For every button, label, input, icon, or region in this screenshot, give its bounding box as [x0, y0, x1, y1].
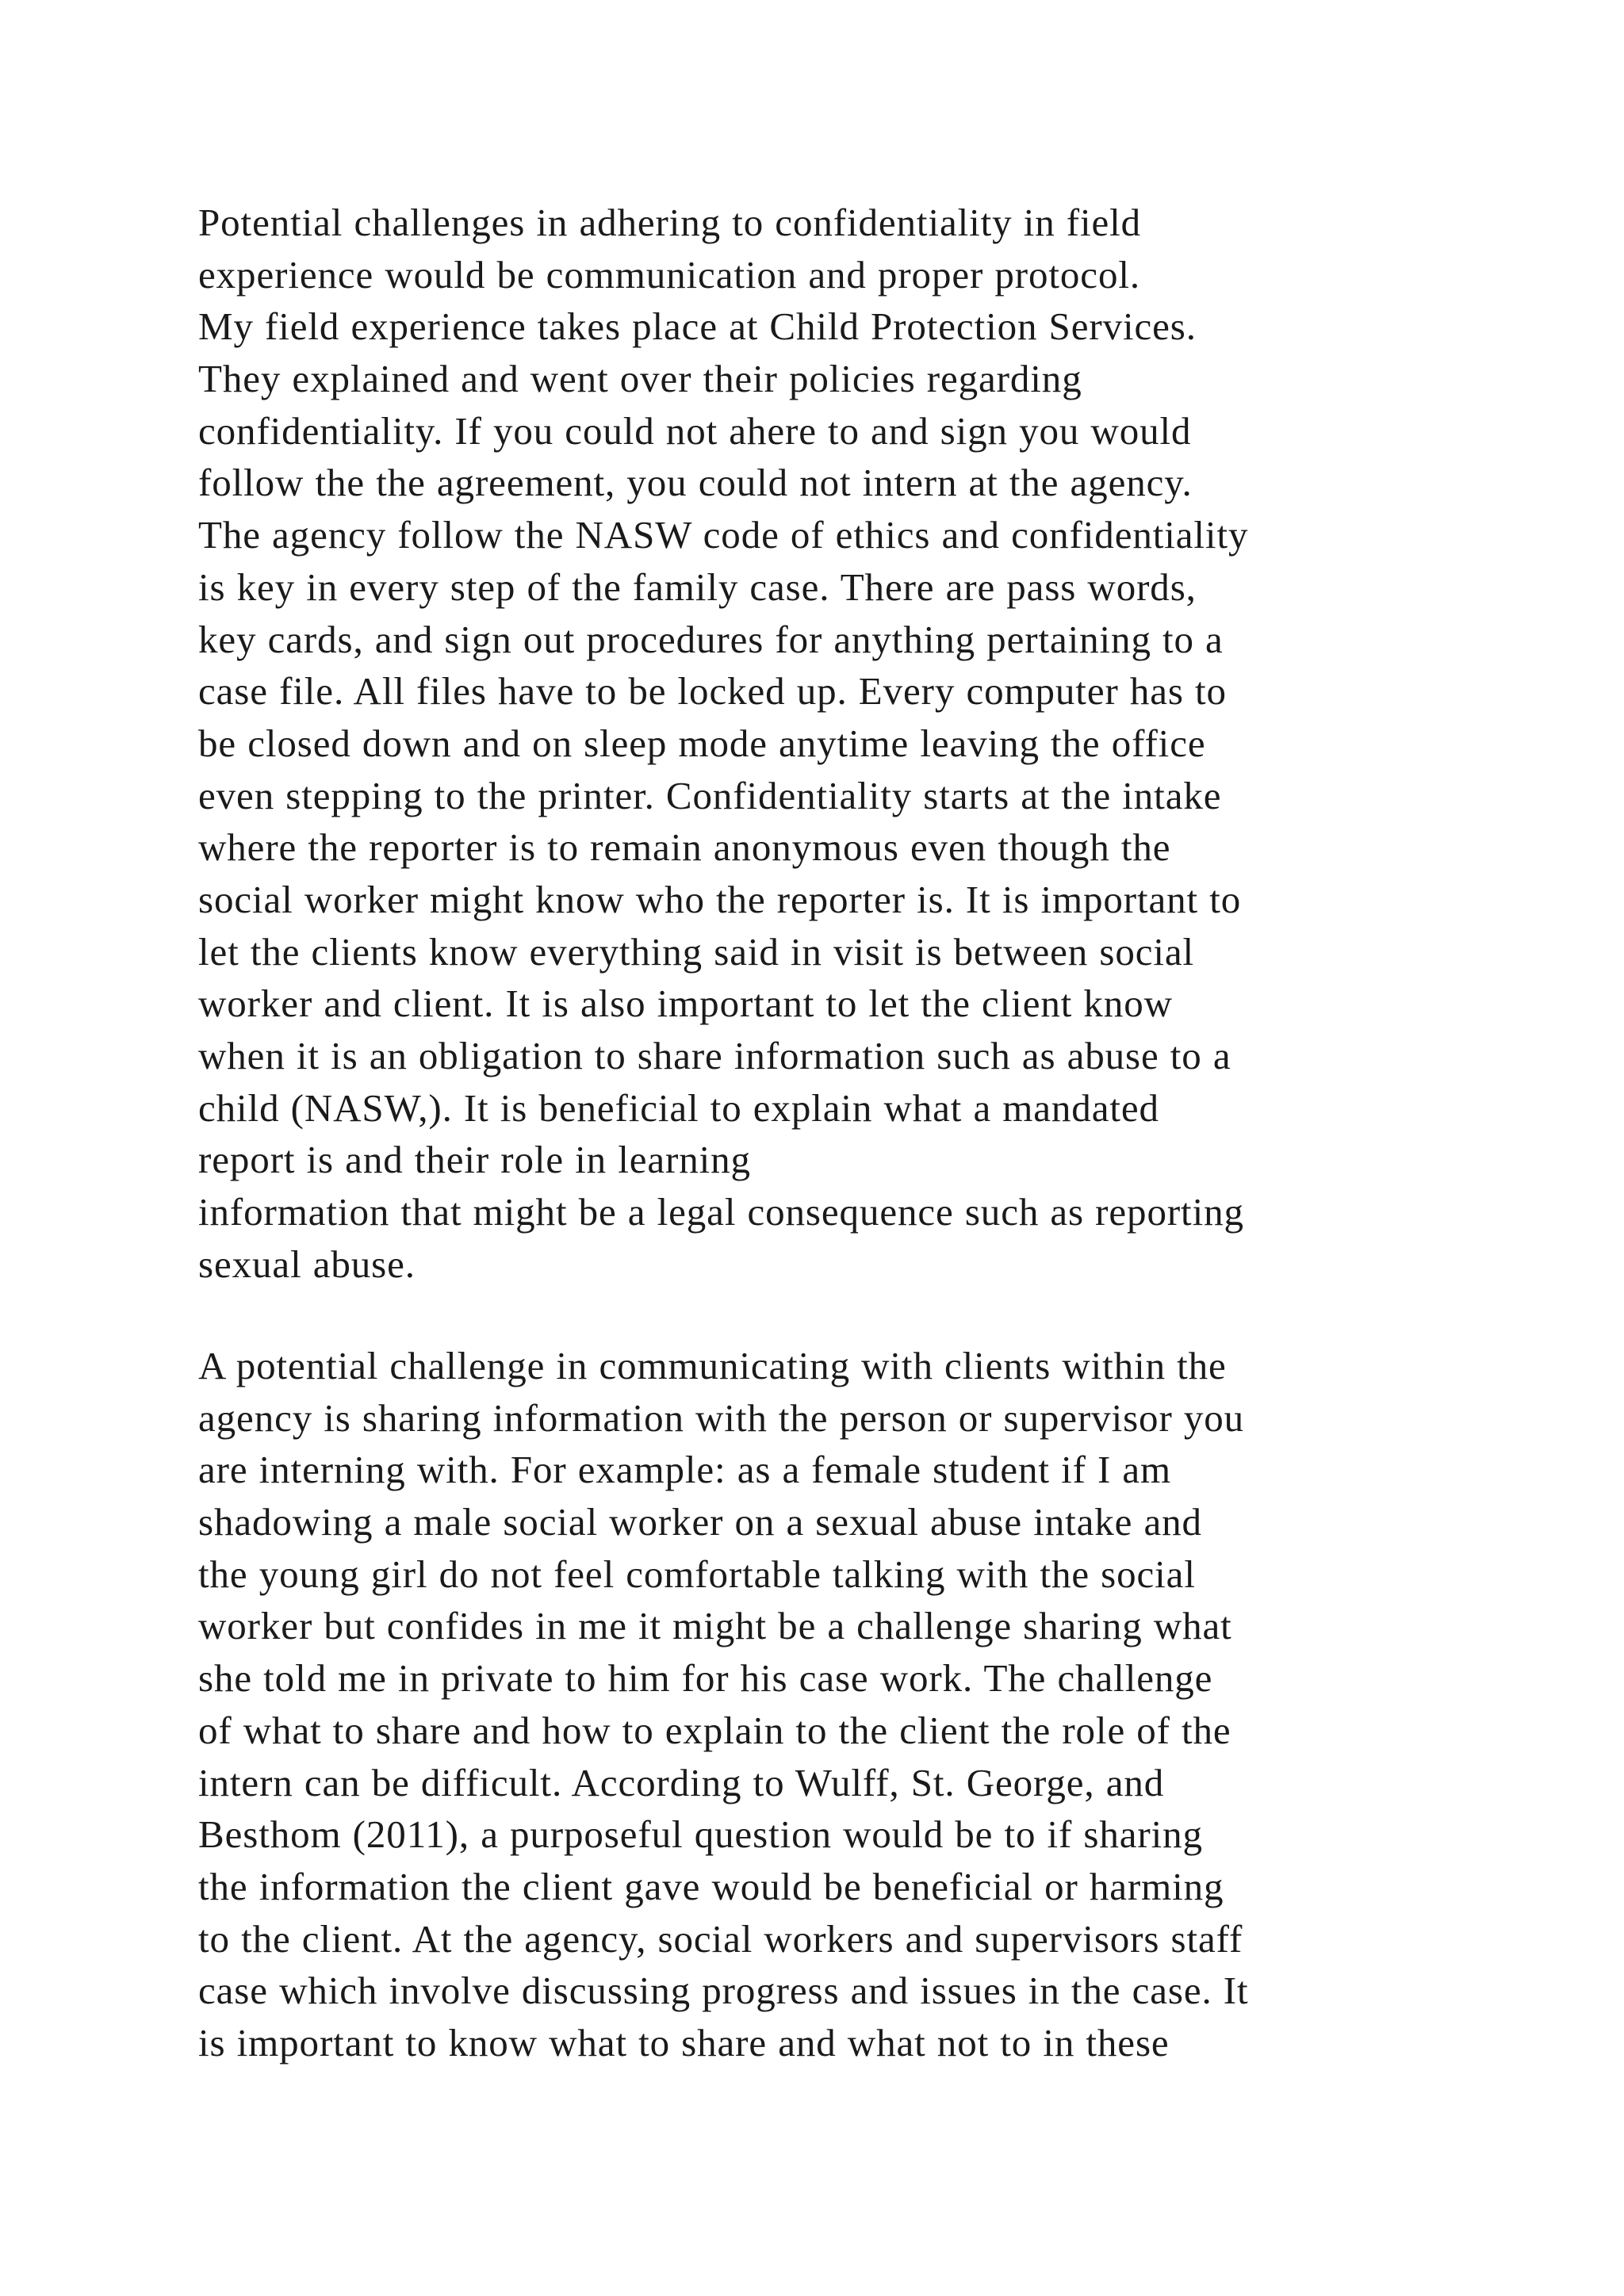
text-line: information that might be a legal consequence such as reporting [198, 1190, 1244, 1234]
text-line: is key in every step of the family case. There are pass words, [198, 564, 1197, 609]
text-line: case file. All files have to be locked up. Every computer has to [198, 669, 1227, 714]
text-line: shadowing a male social worker on a sexual abuse intake and [198, 1500, 1202, 1544]
text-line: My field experience takes place at Child Protection Services. [198, 304, 1197, 349]
text-line: worker and client. It is also important to let the client know [198, 982, 1173, 1026]
paragraph-1 [198, 197, 1483, 1290]
text-line: They explained and went over their policies regarding [198, 357, 1082, 401]
text-line: intern can be difficult. According to Wulff, St. George, and [198, 1760, 1165, 1804]
text-line: the information the client gave would be beneficial or harming [198, 1864, 1224, 1908]
text-line: follow the the agreement, you could not intern at the agency. [198, 461, 1193, 505]
text-line: social worker might know who the reporter is. It is important to [198, 877, 1242, 921]
text-line: experience would be communication and proper protocol. [198, 252, 1141, 297]
text-line: she told me in private to him for his case work. The challenge [198, 1656, 1213, 1701]
text-line: report is and their role in learning [198, 1138, 751, 1182]
text-line: worker but confides in me it might be a challenge sharing what [198, 1604, 1232, 1648]
text-line: sexual abuse. [198, 1242, 416, 1286]
text-line: Potential challenges in adhering to confidentiality in field [198, 201, 1142, 244]
paragraph-2 [198, 1340, 1483, 2069]
text-line: is important to know what to share and what not to in these [198, 2020, 1170, 2064]
text-line: when it is an obligation to share information such as abuse to a [198, 1034, 1231, 1077]
text-line: confidentiality. If you could not ahere to and sign you would [198, 408, 1192, 453]
text-line: let the clients know everything said in visit is between social [198, 929, 1195, 974]
text-line: of what to share and how to explain to the client the role of the [198, 1708, 1231, 1752]
text-line: are interning with. For example: as a female student if I am [198, 1448, 1172, 1492]
text-line: child (NASW,). It is beneficial to explain what a mandated [198, 1085, 1159, 1130]
text-line: The agency follow the NASW code of ethics and confidentiality [198, 513, 1249, 557]
text-line: the young girl do not feel comfortable talking with the social [198, 1552, 1196, 1596]
text-line: agency is sharing information with the person or supervisor you [198, 1395, 1245, 1440]
text-line: case which involve discussing progress and issues in the case. It [198, 1969, 1249, 2013]
text-line: be closed down and on sleep mode anytime leaving the office [198, 721, 1206, 765]
text-line: to the client. At the agency, social workers and supervisors staff [198, 1916, 1243, 1961]
text-line: even stepping to the printer. Confidentiality starts at the intake [198, 773, 1222, 817]
text-line: where the reporter is to remain anonymous even though the [198, 825, 1171, 870]
text-line: A potential challenge in communicating with clients within the [198, 1344, 1227, 1387]
text-line: Besthom (2011), a purposeful question would be to if sharing [198, 1812, 1203, 1857]
text-line: key cards, and sign out procedures for anything pertaining to a [198, 617, 1224, 661]
